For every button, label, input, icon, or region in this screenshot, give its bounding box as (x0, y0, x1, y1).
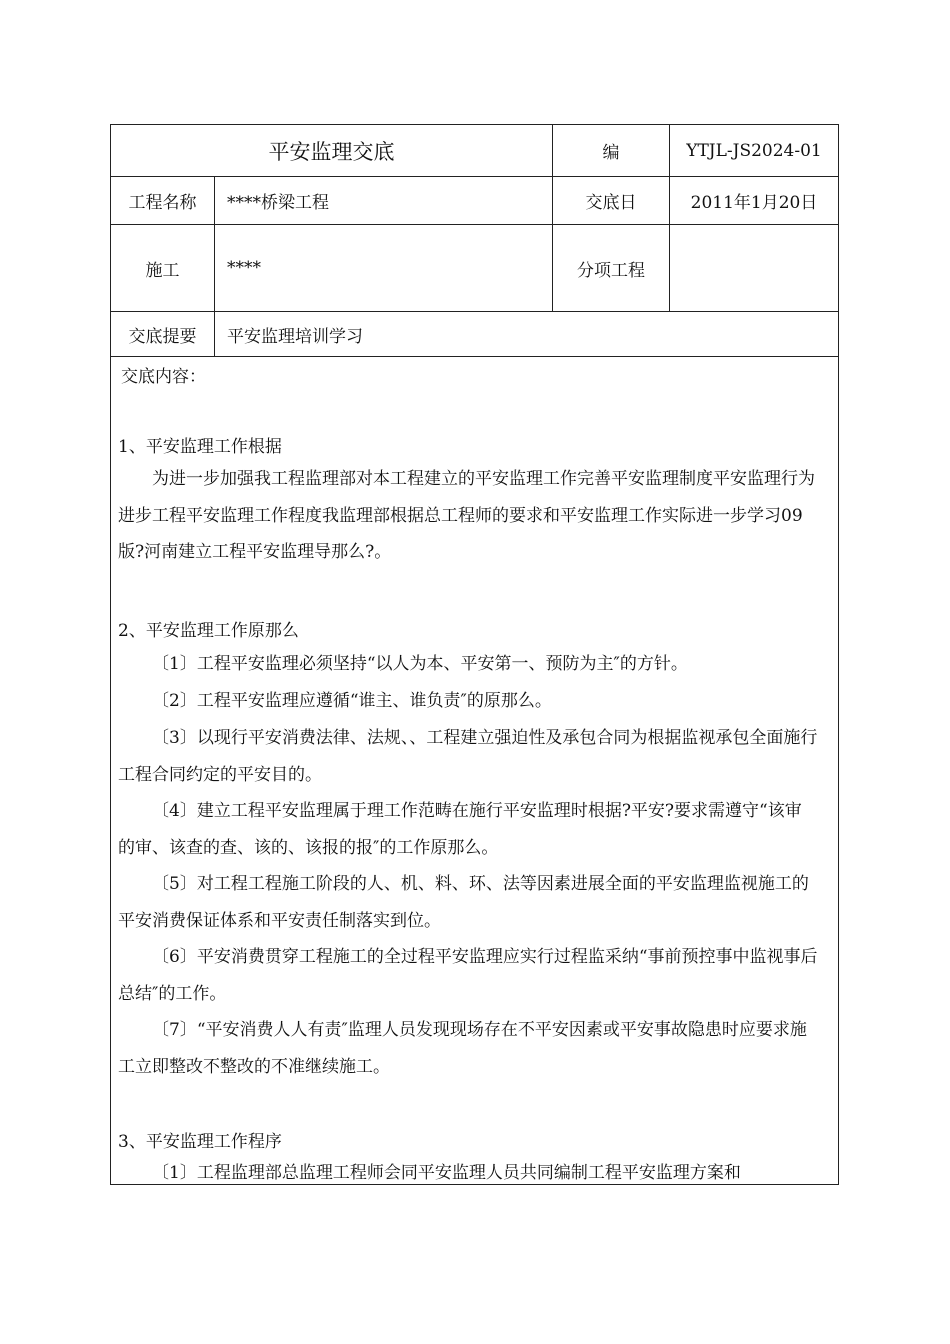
sub-project-label: 分项工程 (577, 260, 645, 281)
summary-label: 交底提要 (128, 326, 197, 347)
row-divider (111, 356, 838, 357)
form-title: 平安监理交底 (268, 139, 395, 164)
handover-form (110, 124, 839, 1185)
section-2-title: 2、平安监理工作原那么 (118, 621, 299, 641)
sub-project-value (670, 225, 838, 311)
section-2-item: 〔5〕对工程工程施工阶段的人、机、料、环、法等因素进展全面的平安监理监视施工的平安消费保证体系和平安责任制落实到位。 (118, 874, 809, 931)
code-label: 编 (602, 143, 620, 163)
section-2-item: 〔6〕平安消费贯穿工程施工的全过程平安监理应实行过程监采纳“事前预控事中监视事后总结″的工作。 (118, 947, 818, 1004)
section-2-item: 〔1〕工程平安监理必须坚持“以人为本、平安第一、预防为主″的方针。 (152, 654, 688, 674)
section-2-item: 〔3〕以现行平安消费法律、法规、、工程建立强迫性及承包合同为根据监视承包全面施行工程合同约定的平安目的。 (118, 728, 818, 785)
section-3-item: 〔1〕工程监理部总监理工程师会同平安监理人员共同编制工程平安监理方案和 (152, 1163, 741, 1183)
construction-value: **** (227, 258, 261, 278)
section-1-paragraph: 为进一步加强我工程监理部对本工程建立的平安监理工作完善平安监理制度平安监理行为进步工程平安监理工作程度我监理部根据总工程师的要求和平安监理工作实际进一步学习09版?河南建立工程平安监理导那么?。 (118, 469, 815, 562)
content-heading: 交底内容： (121, 367, 206, 387)
construction-label: 施工 (145, 260, 180, 281)
project-name-value: ****桥梁工程 (227, 193, 329, 213)
code-value: YTJL-JS2024-01 (686, 140, 822, 161)
section-3-title: 3、平安监理工作程序 (118, 1132, 282, 1152)
date-label: 交底日 (585, 193, 637, 213)
date-value: 2011年1月20日 (690, 193, 818, 213)
section-2-item: 〔4〕建立工程平安监理属于理工作范畴在施行平安监理时根据?平安?要求需遵守“该审的审、该查的查、该的、该报的报″的工作原那么。 (118, 801, 802, 858)
section-1-title: 1、平安监理工作根据 (118, 437, 282, 457)
project-name-label: 工程名称 (128, 193, 197, 213)
section-2-item: 〔2〕工程平安监理应遵循“谁主、谁负责″的原那么。 (152, 691, 552, 711)
summary-value: 平安监理培训学习 (227, 326, 363, 347)
section-2-item: 〔7〕“平安消费人人有责″监理人员发现现场存在不平安因素或平安事故隐患时应要求施工立即整改不整改的不准继续施工。 (118, 1020, 807, 1077)
